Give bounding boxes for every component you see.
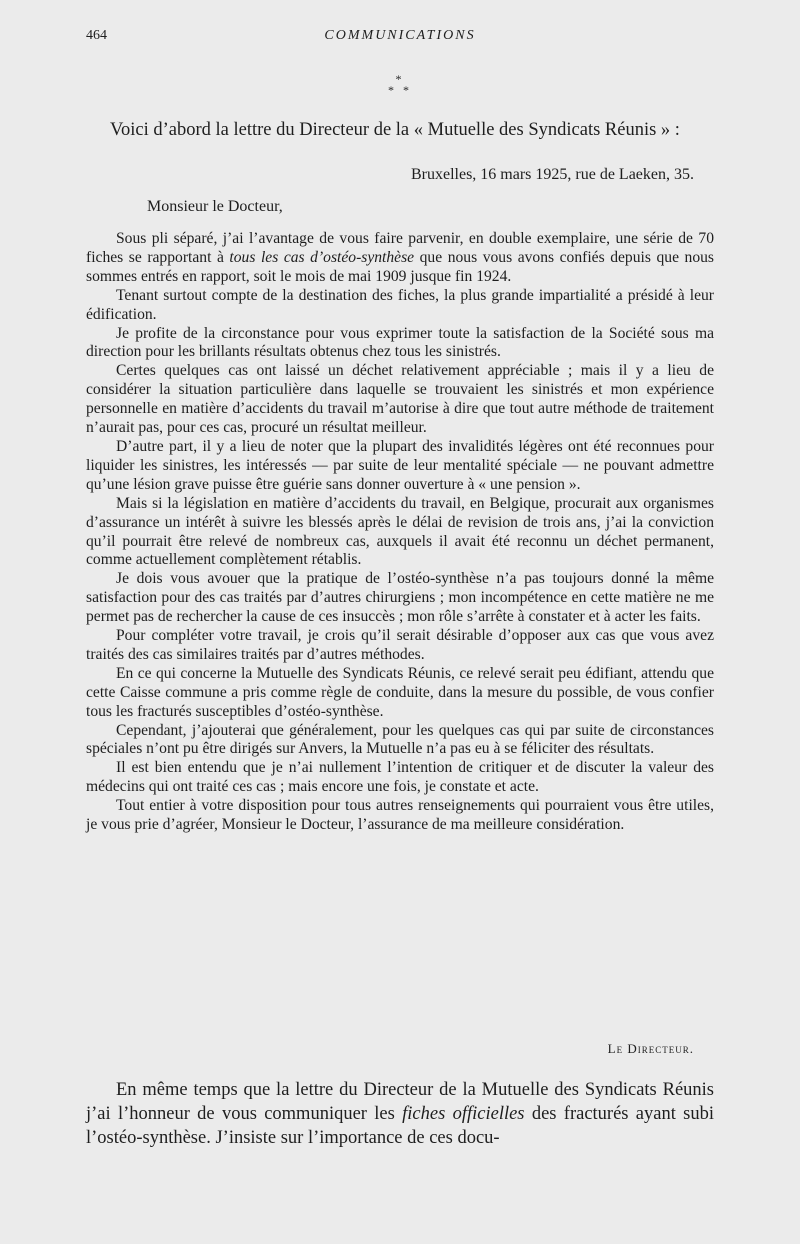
letter-paragraph-11: Il est bien entendu que je n’ai nullement l’intention de critiquer et de discuter la valeur des médecins qui ont traité ces cas ; mais encore une fois, je constate et acte. — [86, 759, 714, 796]
letter-paragraph-6: Mais si la législation en matière d’accidents du travail, en Belgique, procurait aux organismes d’assurance un intérêt à suivre les blessés après le délai de revision de trois ans, j’ai la conviction qu’il pourrait être relevé de nombreux cas, auxquels il avait été reconnu un déchet permanent, comme actuellement complètement rétablis. — [86, 494, 714, 569]
asterism-separator — [0, 74, 800, 96]
letter-paragraph-2: Tenant surtout compte de la destination des fiches, la plus grande impartialité a présidé à leur édification. — [86, 286, 714, 323]
page-number: 464 — [86, 28, 107, 43]
italic-phrase: fiches officielles — [402, 1104, 525, 1124]
section-title: COMMUNICATIONS — [324, 28, 476, 43]
letter-paragraph-5: D’autre part, il y a lieu de noter que la plupart des invalidités légères ont été reconnues pour liquider les sinistres, les intéressés — par suite de leur mentalité spéciale — ne pouvant admettre qu’une lésion grave puisse être guérie sans donner ouverture à « une pension ». — [86, 437, 714, 493]
letter-paragraph-12: Tout entier à votre disposition pour tous autres renseignements qui pourraient vous être utiles, je vous prie d’agréer, Monsieur le Docteur, l’assurance de ma meilleure considération. — [86, 797, 714, 834]
letter-paragraph-7: Je dois vous avouer que la pratique de l’ostéo-synthèse n’a pas toujours donné la même satisfaction pour des cas traités par d’autres chirurgiens ; mon incompétence en cette matière ne me permet pas de rechercher la cause de ces insuccès ; mon rôle s’arrête à constater et à acter les faits. — [86, 570, 714, 626]
letter-signature: Le Directeur. — [607, 1041, 694, 1056]
letter-paragraph-8: Pour compléter votre travail, je crois qu’il serait désirable d’opposer aux cas que vous avez traités des cas similaires traités par d’autres méthodes. — [86, 627, 714, 663]
italic-phrase: tous les cas d’ostéo-synthèse — [229, 248, 415, 266]
letter-paragraph-4: Certes quelques cas ont laissé un déchet relativement appréciable ; mais il y a lieu de considérer la situation particulière dans laquelle se trouvaient les sinistrés et mon expérience personnelle en matière d’accidents du travail m’autorise à dire que tout autre méthode de traitement n’aurait pas, pour ces cas, procuré un résultat meilleur. — [86, 362, 714, 437]
asterism-bottom: * * — [388, 83, 412, 97]
letter-paragraph-9: En ce qui concerne la Mutuelle des Syndicats Réunis, ce relevé serait peu édifiant, attendu que cette Caisse commune a pris comme règle de conduite, dans la mesure du possible, de vous confier tous les fracturés susceptibles d’ostéo-synthèse. — [86, 664, 714, 720]
letter-salutation: Monsieur le Docteur, — [147, 198, 283, 215]
letter-paragraph-1: Sous pli séparé, j’ai l’avantage de vous faire parvenir, en double exemplaire, une série de 70 fiches se rapportant à tous les cas d’ostéo-synthèse que nous vous avons confiés depuis que nous sommes entrés en rapport, soit le mois de mai 1909 jusque fin 1924. — [86, 230, 714, 285]
asterism-top: * — [395, 72, 405, 86]
letter-paragraph-3: Je profite de la circonstance pour vous exprimer toute la satisfaction de la Société sous ma direction pour les brillants résultats obtenus chez tous les sinistrés. — [86, 324, 714, 361]
letter-dateline: Bruxelles, 16 mars 1925, rue de Laeken, 35. — [410, 166, 694, 183]
closing-paragraph: En même temps que la lettre du Directeur de la Mutuelle des Syndicats Réunis j’ai l’honneur de vous communiquer les fiches officielles des fracturés ayant subi l’ostéo-synthèse. J’insiste sur l’importance de ces docu- — [86, 1080, 714, 1148]
letter-body — [86, 230, 714, 835]
letter-paragraph-10: Cependant, j’ajouterai que généralement, pour les quelques cas qui par suite de circonstances spéciales n’ont pu être dirigés sur Anvers, la Mutuelle n’a pas eu à se féliciter des résultats. — [86, 721, 714, 758]
running-head — [86, 28, 714, 48]
intro-paragraph: Voici d’abord la lettre du Directeur de la « Mutuelle des Syndicats Réunis » : — [110, 120, 680, 140]
